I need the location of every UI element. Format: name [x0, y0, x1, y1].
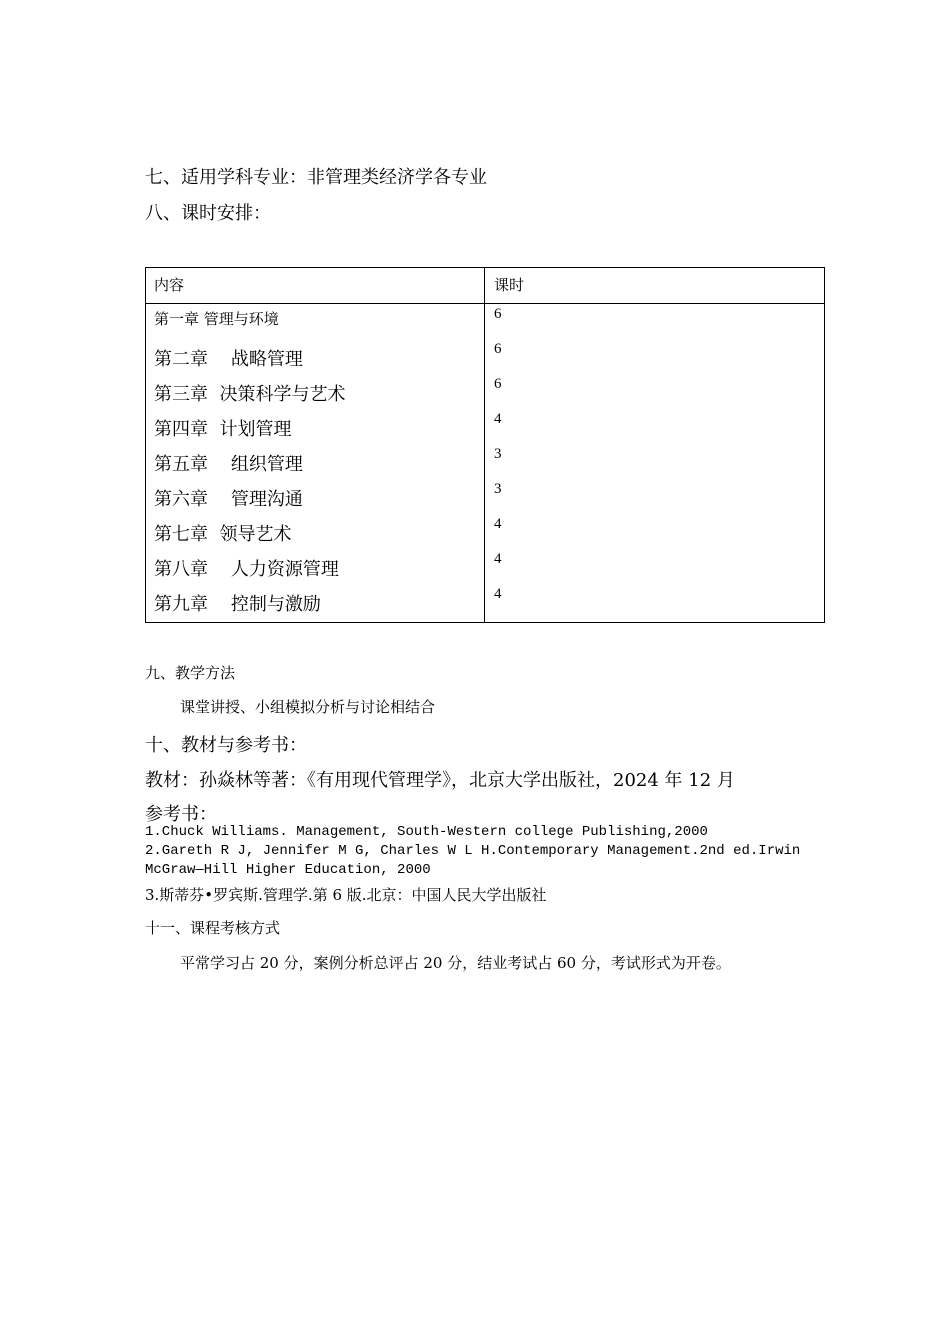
table-row	[146, 411, 824, 447]
table-row	[146, 516, 824, 552]
assessment-text: 平常学习占 20 分，案例分析总评占 20 分，结业考试占 60 分，考试形式为开卷。	[180, 954, 731, 972]
table-header-content: 内容	[154, 276, 185, 294]
section-9-teaching-method: 九、教学方法	[145, 664, 236, 682]
chapter-name: 第三章 决策科学与艺术	[154, 384, 346, 405]
chapter-name: 第六章 管理沟通	[154, 489, 303, 510]
table-row	[146, 341, 824, 377]
table-row	[146, 551, 824, 587]
chapter-hours: 4	[494, 411, 502, 427]
table-row	[146, 481, 824, 517]
section-10-materials: 十、教材与参考书：	[145, 735, 307, 756]
references-heading: 参考书：	[145, 804, 217, 825]
table-row	[146, 586, 824, 622]
chapter-hours: 3	[494, 446, 502, 462]
hours-table	[145, 267, 825, 623]
chapter-name: 第四章 计划管理	[154, 419, 292, 440]
table-header-divider	[146, 303, 824, 304]
teaching-method-text: 课堂讲授、小组模拟分析与讨论相结合	[180, 698, 436, 716]
section-7-applicable-majors: 七、适用学科专业：非管理类经济学各专业	[145, 167, 487, 188]
chapter-hours: 4	[494, 551, 502, 567]
table-row	[146, 446, 824, 482]
reference-2: 2.Gareth R J, Jennifer M G, Charles W L H.Contemporary Management.2nd ed.Irwin	[145, 843, 801, 859]
chapter-hours: 6	[494, 306, 502, 322]
table-row	[146, 376, 824, 412]
chapter-hours: 6	[494, 376, 502, 392]
chapter-name: 第二章 战略管理	[154, 349, 303, 370]
reference-3: 3.斯蒂芬•罗宾斯.管理学.第 6 版.北京：中国人民大学出版社	[145, 886, 547, 904]
section-11-assessment: 十一、课程考核方式	[145, 919, 281, 937]
textbook-line: 教材：孙焱林等著：《有用现代管理学》，北京大学出版社，2024 年 12 月	[145, 770, 735, 791]
chapter-hours: 4	[494, 586, 502, 602]
reference-2-continued: McGraw—Hill Higher Education, 2000	[145, 862, 431, 878]
chapter-name: 第五章 组织管理	[154, 454, 303, 475]
chapter-hours: 6	[494, 341, 502, 357]
chapter-name: 第八章 人力资源管理	[154, 559, 339, 580]
chapter-name: 第七章 领导艺术	[154, 524, 292, 545]
chapter-name: 第一章 管理与环境	[154, 310, 279, 328]
chapter-name: 第九章 控制与激励	[154, 594, 321, 615]
table-header-hours: 课时	[494, 276, 525, 294]
chapter-hours: 3	[494, 481, 502, 497]
chapter-hours: 4	[494, 516, 502, 532]
table-row	[146, 306, 824, 342]
reference-1: 1.Chuck Williams. Management, South-Western college Publishing,2000	[145, 824, 708, 840]
section-8-schedule-heading: 八、课时安排：	[145, 203, 271, 224]
